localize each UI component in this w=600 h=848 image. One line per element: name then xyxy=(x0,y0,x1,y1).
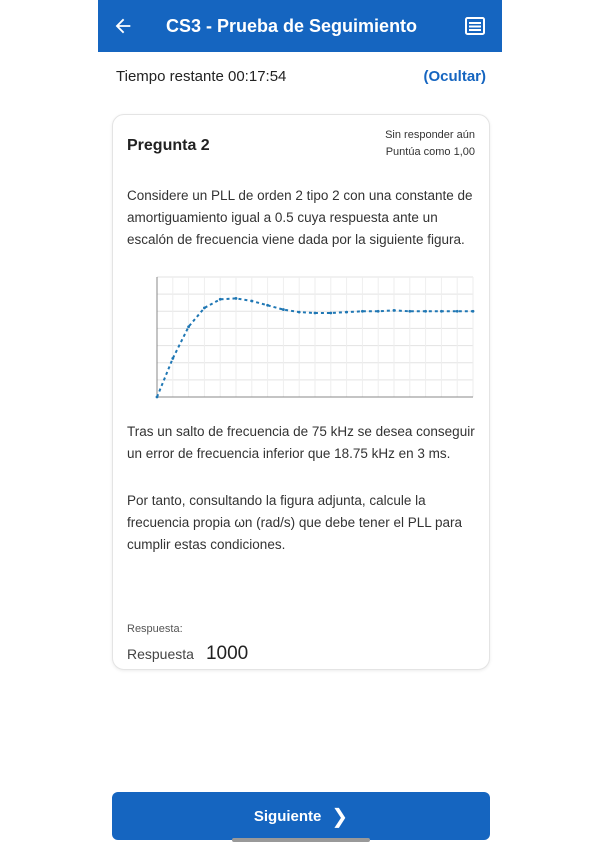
time-remaining: Tiempo restante 00:17:54 xyxy=(116,67,287,85)
data-point xyxy=(456,310,459,313)
data-point xyxy=(393,309,396,312)
back-button[interactable] xyxy=(98,0,148,52)
question-text-task: Por tanto, consultando la figura adjunta, calcule la frecuencia propia ωn (rad/s) que debe tener el PLL para cumplir estas condiciones. xyxy=(127,493,462,552)
data-point xyxy=(203,306,206,309)
question-text-intro: Considere un PLL de orden 2 tipo 2 con una constante de amortiguamiento igual a 0.5 cuya respuesta ante un escalón de frecuencia viene dada por la siguiente figura. xyxy=(127,188,473,247)
question-status: Sin responder aún xyxy=(385,129,475,141)
arrow-left-icon xyxy=(112,15,134,37)
page-title: CS3 - Prueba de Seguimiento xyxy=(166,15,418,36)
hide-timer-link[interactable]: (Ocultar) xyxy=(423,67,486,85)
question-header xyxy=(127,127,475,169)
data-point xyxy=(472,310,475,313)
question-info xyxy=(385,127,475,161)
data-point xyxy=(219,298,222,301)
data-point xyxy=(440,310,443,313)
data-point xyxy=(377,310,380,313)
question-text-conditions: Tras un salto de frecuencia de 75 kHz se desea conseguir un error de frecuencia inferior que 18.75 kHz en 3 ms. xyxy=(127,424,475,461)
answer-section-label: Respuesta: xyxy=(127,623,183,635)
question-number: Pregunta 2 xyxy=(127,137,210,154)
data-point xyxy=(282,308,285,311)
next-label: Siguiente xyxy=(253,807,322,825)
data-point xyxy=(298,311,301,314)
data-point xyxy=(156,396,159,399)
home-indicator xyxy=(232,838,370,842)
question-card xyxy=(112,114,490,670)
data-point xyxy=(250,300,253,303)
step-response-chart xyxy=(123,271,481,413)
quiz-navigation-button[interactable] xyxy=(448,0,502,52)
data-point xyxy=(408,310,411,313)
data-point xyxy=(345,311,348,314)
data-point xyxy=(361,310,364,313)
data-point xyxy=(235,297,238,300)
app-header xyxy=(98,0,502,52)
data-point xyxy=(171,357,174,360)
data-point xyxy=(424,310,427,313)
data-point xyxy=(314,312,317,315)
next-button[interactable] xyxy=(112,792,490,840)
hide-timer-label: Ocultar xyxy=(428,67,481,85)
data-point xyxy=(266,304,269,307)
list-menu-icon xyxy=(463,14,487,38)
data-point xyxy=(187,325,190,328)
answer-input[interactable] xyxy=(206,643,326,665)
answer-label: Respuesta xyxy=(127,646,194,662)
data-point xyxy=(329,312,332,315)
answer-row xyxy=(127,643,326,665)
question-score: Puntúa como 1,00 xyxy=(385,146,475,158)
chevron-right-icon: ❯ xyxy=(331,805,349,828)
timer-bar xyxy=(98,60,502,92)
